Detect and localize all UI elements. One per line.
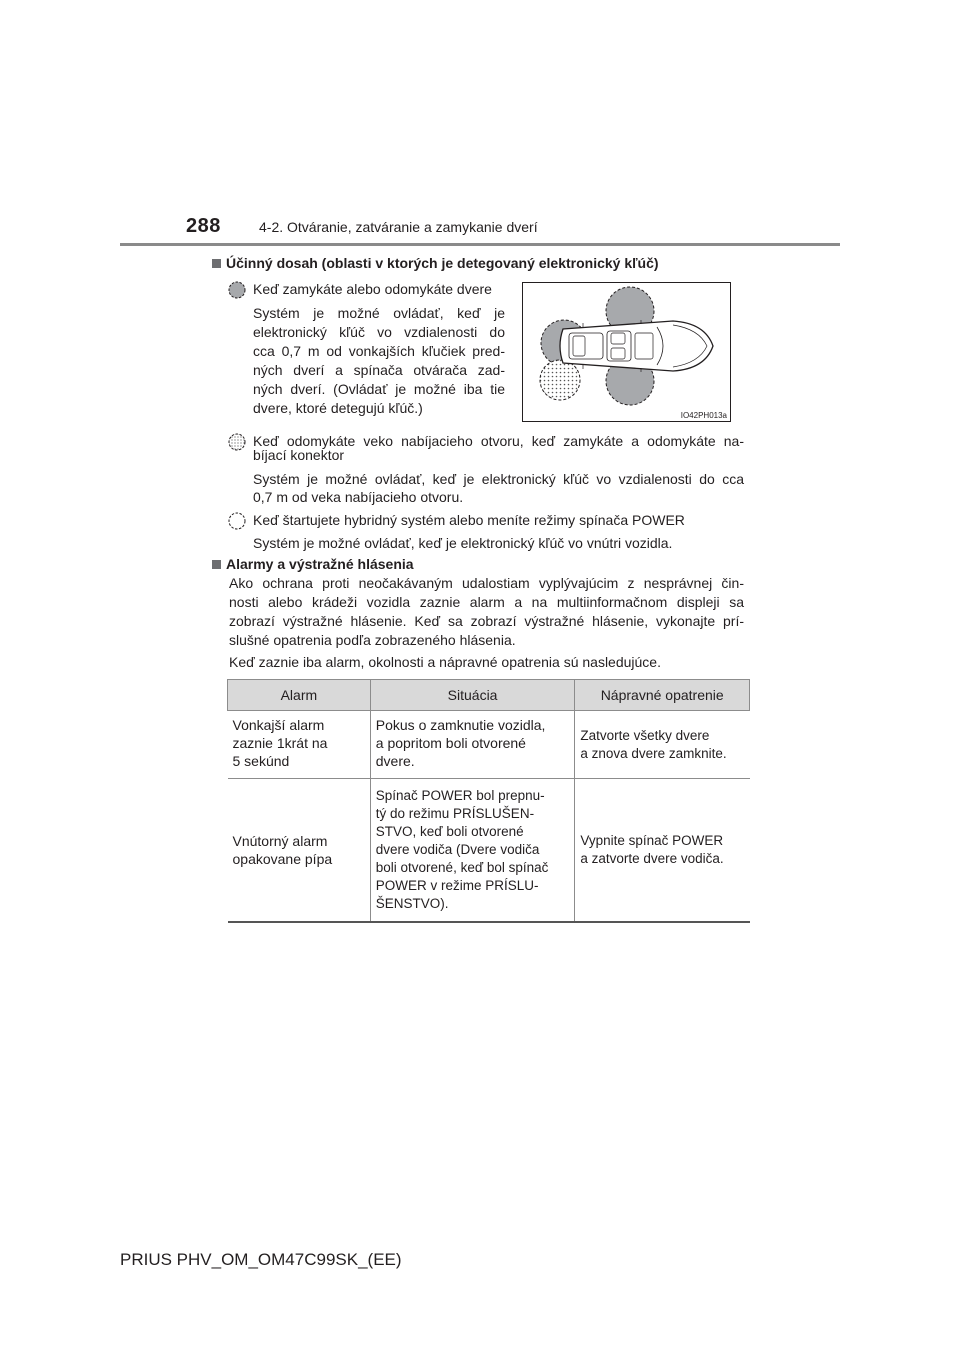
item2-heading-line-2: bíjací konektor [253,447,345,463]
item1-line-3: cca 0,7 m od vonkajších kľučiek pred- [253,343,505,359]
range-section-heading [212,255,659,271]
white-circle-icon [228,512,246,530]
cell-line: 5 sekúnd [232,753,290,769]
footer-document-code: PRIUS PHV_OM_OM47C99SK_(EE) [120,1250,402,1269]
cell-line: Pokus o zamknutie vozidla, [375,717,546,733]
cell-line: zaznie 1krát na [232,735,328,751]
figure-code: IO42PH013a [680,411,727,420]
bullet-square-icon [212,560,221,569]
alarm-text-line-1: Ako ochrana proti neočakávaným udalostiam vyplývajúcim z nesprávnej čin- [229,575,744,591]
item1-line-5: ných dverí. (Ovládať je možné iba tie [253,381,505,397]
cell-situation [370,711,575,779]
alarm-text-2: Keď zaznie iba alarm, okolnosti a nápravné opatrenia sú nasledujúce. [229,654,661,670]
cell-line: POWER v režime PRÍSLU- [375,878,539,893]
cell-line: a zatvorte dvere vodiča. [580,851,724,866]
alarm-text-line-3: zobrazí výstražné hlásenie. Keď sa zobrazí výstražné hlásenie, vykonajte prí- [229,613,744,629]
item2-line-1: Systém je možné ovládať, keď je elektronický kľúč vo vzdialenosti do cca [253,471,744,487]
cell-line: boli otvorené, keď bol spínač [375,860,549,875]
cell-line: STVO, keď boli otvorené [375,824,524,839]
column-header-action: Nápravné opatrenie [575,680,750,711]
cell-line: Vnútorný alarm [232,833,328,849]
alarm-text-line-2: nosti alebo krádeži vozidla zaznie alarm a na multiinformačnom displeji sa [229,594,744,610]
cell-action [575,779,750,923]
cell-alarm [228,711,371,779]
cell-line: ŠENSTVO). [375,896,449,911]
item3-heading: Keď štartujete hybridný systém alebo meníte režimy spínača POWER [253,512,685,528]
cell-line: a znova dvere zamknite. [580,745,727,761]
item1-line-4: ných dverí a spínača otvárača zad- [253,362,505,378]
alarm-table [227,679,750,923]
grey-filled-circle-icon [228,281,246,299]
section-title: 4-2. Otváranie, zatváranie a zamykanie dverí [259,219,538,235]
alarm-section-title: Alarmy a výstražné hlásenia [226,556,414,572]
page-number: 288 [186,215,221,237]
cell-line: opakovane pípa [232,851,333,867]
item1-heading: Keď zamykáte alebo odomykáte dvere [253,281,492,297]
alarm-section-heading [212,556,414,572]
cell-line: a popritom boli otvorené [375,735,526,751]
item1-line-1: Systém je možné ovládať, keď je [253,305,505,321]
cell-line: dvere vodiča (Dvere vodiča [375,842,540,857]
table-row [228,711,750,779]
detection-zones-figure [522,282,731,422]
car-top-view-illustration [523,283,730,421]
table-header-row [228,680,750,711]
column-header-situation: Situácia [370,680,575,711]
cell-line: Spínač POWER bol prepnu- [375,788,545,803]
dotted-circle-icon [228,433,246,451]
bullet-square-icon [212,259,221,268]
item1-line-2: elektronický kľúč vo vzdialenosti do [253,324,505,340]
table-row [228,779,750,923]
cell-line: Vonkajší alarm [232,717,325,733]
cell-action [575,711,750,779]
cell-alarm [228,779,371,923]
cell-line: dvere. [375,753,415,769]
alarm-text-line-4: slušné opatrenia podľa zobrazeného hlásenia. [229,632,516,648]
range-section-title: Účinný dosah (oblasti v ktorých je detegovaný elektronický kľúč) [226,255,659,271]
cell-line: Zatvorte všetky dvere [580,727,710,743]
item3-text: Systém je možné ovládať, keď je elektronický kľúč vo vnútri vozidla. [253,535,673,551]
cell-situation [370,779,575,923]
item2-line-2: 0,7 m od veka nabíjacieho otvoru. [253,489,464,505]
item2-heading-line-1: Keď odomykáte veko nabíjacieho otvoru, keď zamykáte a odomykáte na- [253,433,744,449]
header-divider [120,243,840,246]
item1-line-6: dvere, ktoré detegujú kľúč.) [253,400,423,416]
cell-line: tý do režimu PRÍSLUŠEN- [375,806,535,821]
column-header-alarm: Alarm [228,680,371,711]
cell-line: Vypnite spínač POWER [580,833,724,848]
